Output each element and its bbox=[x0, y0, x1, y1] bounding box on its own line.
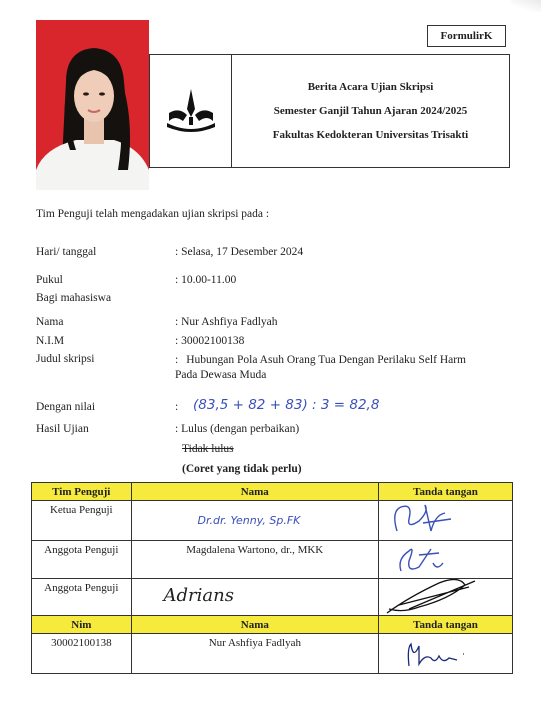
pukul-value: : 10.00-11.00 bbox=[175, 274, 237, 286]
hari-value: : Selasa, 17 Desember 2024 bbox=[175, 246, 304, 258]
document-header bbox=[149, 54, 510, 168]
nim-label: N.I.M bbox=[36, 335, 65, 347]
examiners-header-row bbox=[32, 483, 513, 501]
col-nama: Nama bbox=[131, 483, 378, 501]
name-cell bbox=[131, 579, 378, 619]
judul-label: Judul skripsi bbox=[36, 353, 95, 365]
judul-block bbox=[175, 353, 480, 383]
table-row bbox=[32, 541, 513, 579]
nama-value: : Nur Ashfiya Fadlyah bbox=[175, 316, 278, 328]
signature-3-icon bbox=[379, 579, 512, 615]
bagi-mahasiswa-label: Bagi mahasiswa bbox=[36, 292, 112, 304]
signature-2-icon bbox=[379, 541, 512, 575]
signature-cell bbox=[378, 501, 512, 541]
nama-label: Nama bbox=[36, 316, 64, 328]
nilai-colon: : bbox=[175, 401, 179, 413]
nim-cell: 30002100138 bbox=[32, 634, 132, 674]
hasil-label: Hasil Ujian bbox=[36, 423, 89, 435]
role-cell: Anggota Penguji bbox=[32, 541, 132, 579]
header-faculty: Fakultas Kedokteran Universitas Trisakti bbox=[272, 129, 469, 141]
student-signature-icon bbox=[379, 634, 512, 670]
col-nim: Nim bbox=[32, 616, 132, 634]
name-cell: Magdalena Wartono, dr., MKK bbox=[131, 541, 378, 579]
signature-cell bbox=[378, 541, 512, 579]
coret-note: (Coret yang tidak perlu) bbox=[182, 463, 302, 475]
signature-cell bbox=[378, 579, 512, 619]
name-handwritten: Adrians bbox=[163, 585, 234, 606]
tidak-lulus-struck: Tidak lulus bbox=[182, 443, 234, 455]
trisakti-logo-icon bbox=[165, 87, 217, 135]
role-cell: Ketua Penguji bbox=[32, 501, 132, 541]
intro-text: Tim Penguji telah mengadakan ujian skripsi pada : bbox=[36, 208, 270, 220]
pukul-label: Pukul bbox=[36, 274, 63, 286]
col-nama: Nama bbox=[131, 616, 378, 634]
student-table bbox=[31, 615, 513, 674]
table-row bbox=[32, 501, 513, 541]
student-header-row bbox=[32, 616, 513, 634]
student-name-cell: Nur Ashfiya Fadlyah bbox=[131, 634, 378, 674]
signature-cell bbox=[378, 634, 512, 674]
hari-label: Hari/ tanggal bbox=[36, 246, 97, 258]
name-handwritten: Dr.dr. Yenny, Sp.FK bbox=[197, 514, 301, 527]
form-code-box: FormulirK bbox=[427, 25, 506, 47]
name-cell bbox=[131, 501, 378, 541]
page-corner-curl bbox=[511, 0, 541, 12]
table-row bbox=[32, 634, 513, 674]
student-photo bbox=[36, 20, 149, 190]
col-tim-penguji: Tim Penguji bbox=[32, 483, 132, 501]
col-tanda-tangan: Tanda tangan bbox=[378, 616, 512, 634]
role-cell: Anggota Penguji bbox=[32, 579, 132, 619]
nilai-handwritten: (83,5 + 82 + 83) : 3 = 82,8 bbox=[193, 397, 380, 413]
examiners-table bbox=[31, 482, 513, 619]
header-title: Berita Acara Ujian Skripsi bbox=[307, 81, 434, 93]
nim-value: : 30002100138 bbox=[175, 335, 245, 347]
table-row bbox=[32, 579, 513, 619]
hasil-value: : Lulus (dengan perbaikan) bbox=[175, 423, 300, 435]
university-logo bbox=[150, 55, 232, 167]
col-tanda-tangan: Tanda tangan bbox=[378, 483, 512, 501]
nilai-label: Dengan nilai bbox=[36, 401, 96, 413]
header-semester: Semester Ganjil Tahun Ajaran 2024/2025 bbox=[273, 105, 468, 117]
signature-1-icon bbox=[379, 501, 512, 537]
judul-colon: : bbox=[175, 354, 179, 366]
judul-value: Hubungan Pola Asuh Orang Tua Dengan Perilaku Self Harm Pada Dewasa Muda bbox=[175, 354, 467, 381]
